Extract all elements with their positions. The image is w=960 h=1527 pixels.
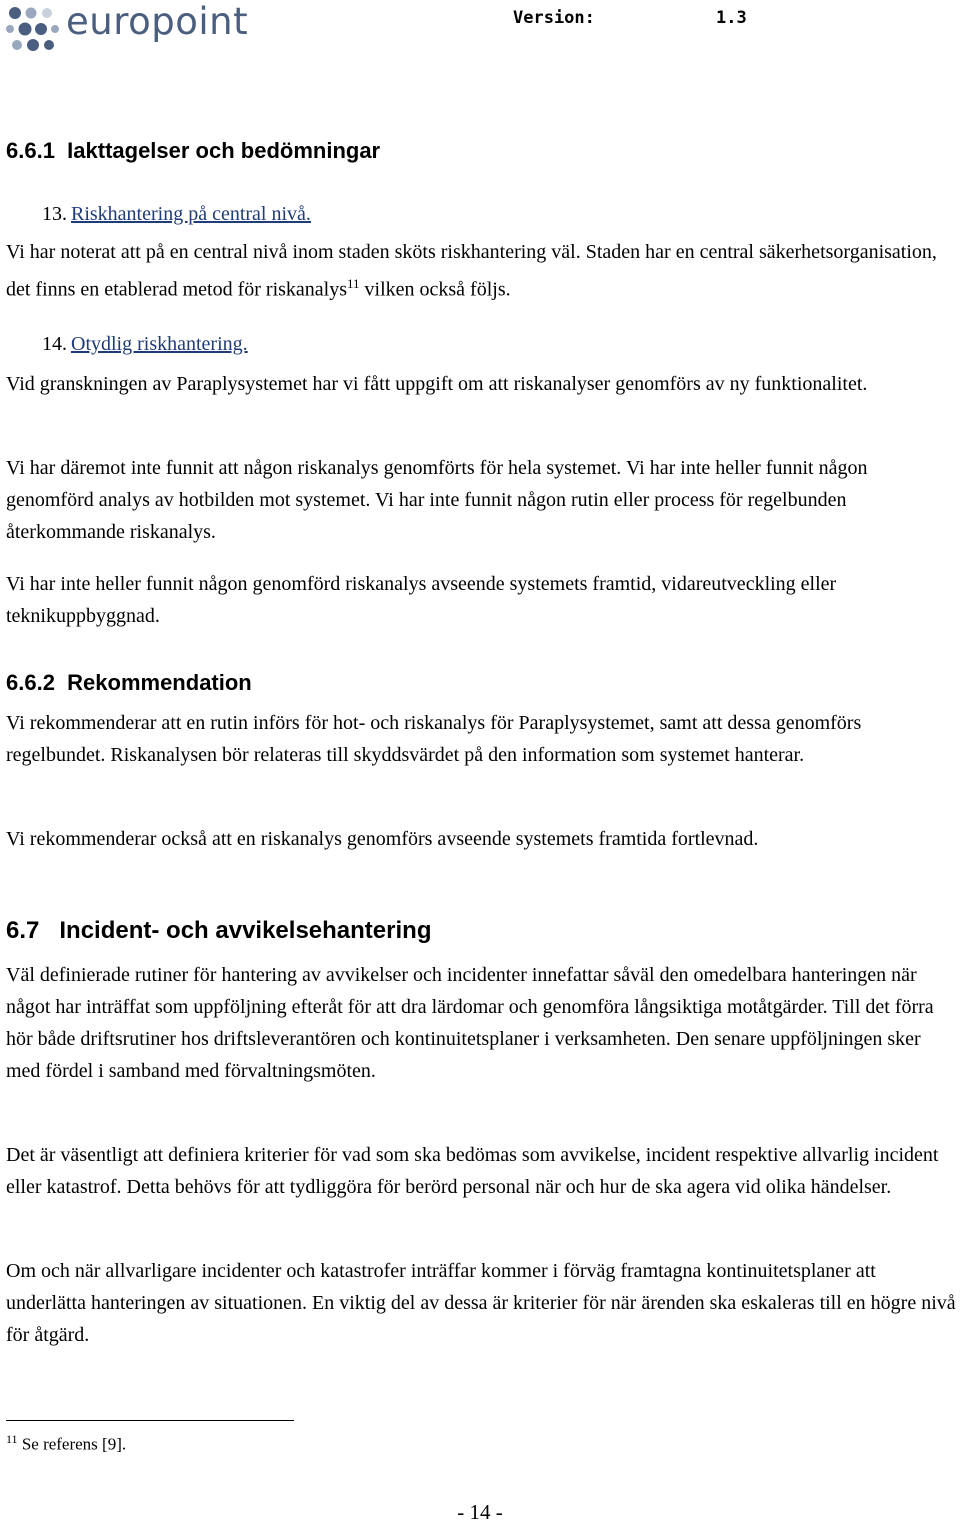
finding-title: Riskhantering på central nivå. (71, 203, 311, 225)
section-heading-662: 6.6.2 Rekommendation (6, 670, 252, 695)
footnote-ref[interactable]: 11 (347, 276, 360, 291)
logo-wordmark: europoint (66, 0, 249, 43)
footnote: $^{11}$ Se referens [9]. (6, 1432, 127, 1454)
paragraph: Vid granskningen av Paraplysystemet har vi fått uppgift om att riskanalyser genomförs av ny funktionalitet. (6, 373, 868, 395)
finding-number: 13. (42, 203, 67, 225)
paragraph: Om och när allvarligare incidenter och katastrofer inträffar kommer i förväg framtagna kontinuitetsplaner att underlätta hanteringen av situationen. En viktig del av dessa är kriterier för när ärenden ska eskaleras till en högre nivå för åtgärd. (6, 1260, 956, 1346)
finding-number: 14. (42, 333, 67, 355)
version-value: 1.3 (716, 8, 747, 28)
paragraph: Vi har inte heller funnit någon genomförd riskanalys avseende systemets framtid, vidareutveckling eller teknikuppbyggnad. (6, 573, 837, 627)
section-heading-67: 6.7 Incident- och avvikelsehantering (6, 917, 432, 944)
finding-title: Otydlig riskhantering. (71, 333, 248, 355)
paragraph: Väl definierade rutiner för hantering av avvikelser och incidenter innefattar såväl den omedelbara hanteringen när något har inträffat som uppföljning efteråt för att dra lärdomar och genomföra långsiktiga motåtgärder. Till det förra hör både driftsrutiner hos driftsleverantören och kontinuitetsplaner i verksamheten. Den senare uppföljningen sker med fördel i samband med förvaltningsmöten. (6, 964, 934, 1082)
finding-13 (42, 198, 311, 232)
paragraph: Vi har däremot inte funnit att någon riskanalys genomförts för hela systemet. Vi har inte heller funnit någon genomförd analys av hotbilden mot systemet. Vi har inte funnit någon rutin eller process för regelbunden återkommande riskanalys. (6, 457, 868, 543)
paragraph: Vi rekommenderar också att en riskanalys genomförs avseende systemets framtida fortlevnad. (6, 828, 759, 850)
paragraph: Vi rekommenderar att en rutin införs för hot- och riskanalys för Paraplysystemet, samt att dessa genomförs regelbundet. Riskanalysen bör relateras till skyddsvärdet på den information som systemet hanterar. (6, 712, 862, 766)
paragraph: Det är väsentligt att definiera kriterier för vad som ska bedömas som avvikelse, incident respektive allvarlig incident eller katastrof. Detta behövs för att tydliggöra för berörd personal när och hur de ska agera vid olika händelser. (6, 1144, 939, 1198)
page-number: - 14 - (457, 1500, 503, 1524)
finding-14 (42, 328, 248, 362)
footnote-divider (6, 1420, 294, 1421)
paragraph-finding-13: Vi har noterat att på en central nivå inom staden sköts riskhantering väl. Staden har en central säkerhetsorganisation, det finns en etablerad metod för riskanalys$^{11}$ vilken också följs. (6, 241, 937, 301)
version-label: Version: (513, 8, 595, 28)
section-heading-661: 6.6.1 Iakttagelser och bedömningar (6, 138, 381, 163)
